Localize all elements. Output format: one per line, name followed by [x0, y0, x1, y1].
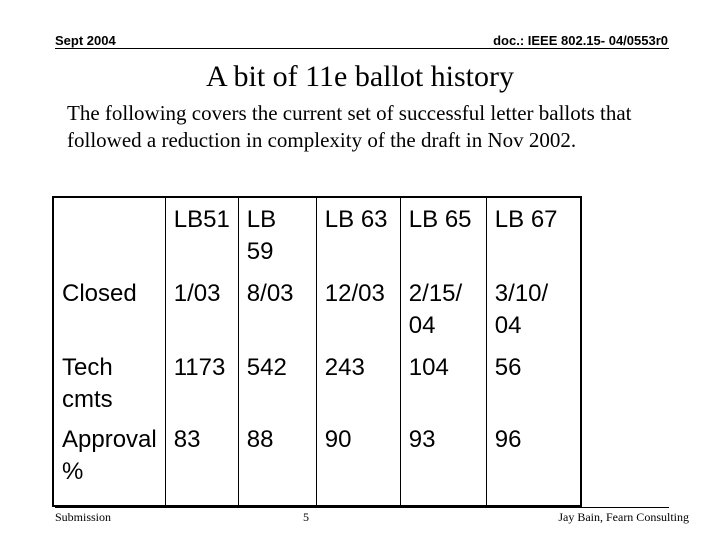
table-row [53, 268, 581, 350]
header-doc-id: doc.: IEEE 802.15- 04/0553r0 [493, 33, 668, 48]
ballot-table [52, 196, 582, 507]
table-header-cell: LB 59 [238, 197, 316, 268]
table-header-cell: LB 67 [494, 206, 558, 233]
footer-author: Jay Bain, Fearn Consulting [558, 510, 689, 524]
table-cell: 104 [400, 350, 486, 422]
table-cell: 93 [400, 422, 486, 506]
table-header-row [53, 197, 581, 268]
table-cell: 8/03 [238, 268, 316, 350]
table-cell: 1173 [165, 350, 238, 422]
table-header-cell: LB 65 [400, 197, 486, 268]
slide-title: A bit of 11e ballot history [205, 60, 515, 93]
footer-page-number: 5 [303, 510, 309, 524]
row-label: Tech cmts [53, 350, 165, 422]
table-cell: 243 [316, 350, 400, 422]
table-cell: 12/03 [316, 268, 400, 350]
table-cell: 88 [238, 422, 316, 506]
table-header-cell: LB51 [165, 197, 238, 268]
table-cell: 2/15/ 04 [400, 268, 486, 350]
table-cell: 96 [494, 426, 522, 453]
table-header-cell [53, 197, 165, 268]
table-cell: 1/03 [165, 268, 238, 350]
header-date: Sept 2004 [55, 33, 116, 48]
header-rule [55, 48, 669, 49]
table-row [53, 422, 581, 506]
footer-submission: Submission [55, 510, 112, 524]
table-row [53, 350, 581, 422]
footer-rule [55, 507, 669, 508]
table-header-cell: LB 63 [316, 197, 400, 268]
table-cell: 542 [238, 350, 316, 422]
table-cell: 3/10/ 04 [494, 280, 549, 339]
row-label: Approval % [53, 422, 165, 506]
intro-paragraph: The following covers the current set of successful letter ballots that followed a reduction in complexity of the draft in Nov 2002. [67, 101, 632, 152]
row-label: Closed [53, 268, 165, 350]
table-cell: 83 [165, 422, 238, 506]
table-cell: 90 [316, 422, 400, 506]
table-cell: 56 [494, 354, 522, 381]
